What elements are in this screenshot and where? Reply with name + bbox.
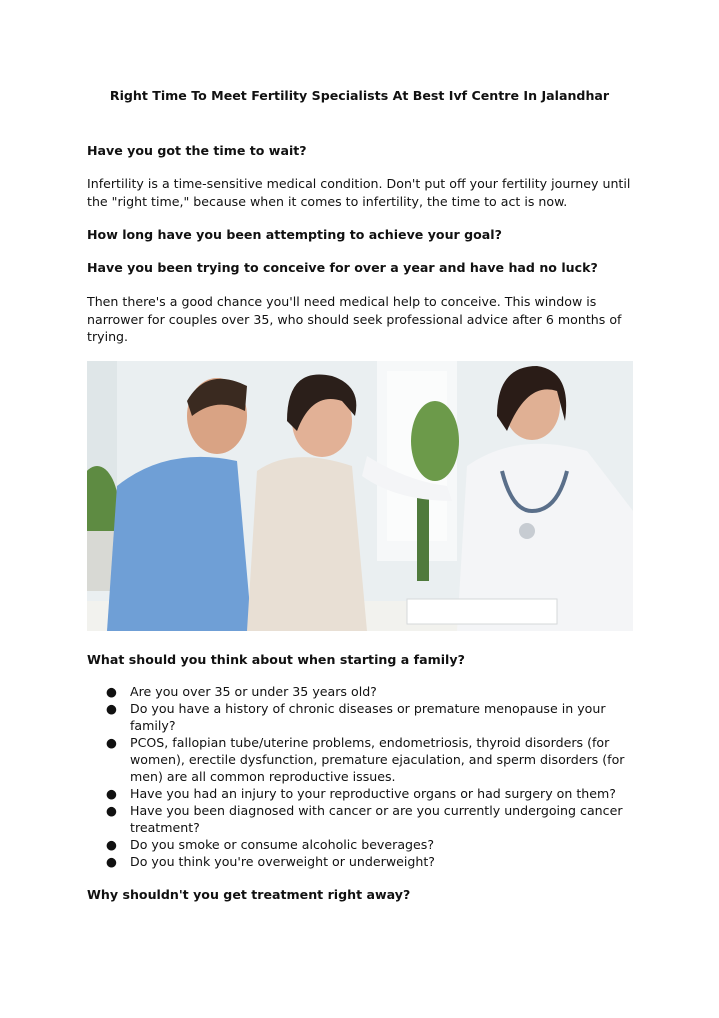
list-item-text: Do you smoke or consume alcoholic beverages? [130,837,435,852]
list-item-text: Have you been diagnosed with cancer or are you currently undergoing cancer treatment? [130,803,623,835]
bullet-icon: ● [106,701,117,716]
bullet-icon: ● [106,786,117,801]
heading-why-not-right-away: Why shouldn't you get treatment right away? [87,887,411,902]
consultation-photo [87,361,633,631]
paragraph-medical-help: Then there's a good chance you'll need medical help to conceive. This window is narrower for couples over 35, who should seek professional advice after 6 months of trying. [87,294,622,344]
list-item-text: Do you think you're overweight or underweight? [130,854,435,869]
bullet-icon: ● [106,837,117,852]
list-item [87,785,627,802]
list-item [87,734,627,785]
list-item-text: Have you had an injury to your reproductive organs or had surgery on them? [130,786,616,801]
heading-trying-to-conceive: Have you been trying to conceive for over a year and have had no luck? [87,260,598,275]
list-item [87,700,627,734]
bullet-icon: ● [106,803,117,818]
bullet-icon: ● [106,735,117,750]
list-item [87,802,627,836]
bullet-icon: ● [106,684,117,699]
list-item [87,683,627,700]
heading-starting-family: What should you think about when starting a family? [87,652,465,667]
bullet-icon: ● [106,854,117,869]
heading-how-long: How long have you been attempting to achieve your goal? [87,227,502,242]
list-item-text: Do you have a history of chronic diseases or premature menopause in your family? [130,701,606,733]
paragraph-infertility: Infertility is a time-sensitive medical condition. Don't put off your fertility journey until the "right time," because when it comes to infertility, the time to act is now. [87,176,631,209]
heading-time-to-wait: Have you got the time to wait? [87,143,307,158]
list-item-text: Are you over 35 or under 35 years old? [130,684,377,699]
considerations-list [87,683,627,870]
list-item [87,836,627,853]
list-item [87,853,627,870]
list-item-text: PCOS, fallopian tube/uterine problems, endometriosis, thyroid disorders (for women), erectile dysfunction, premature ejaculation, and sperm disorders (for men) are all common reproductive issues. [130,735,625,784]
document-title: Right Time To Meet Fertility Specialists At Best Ivf Centre In Jalandhar [109,88,610,103]
